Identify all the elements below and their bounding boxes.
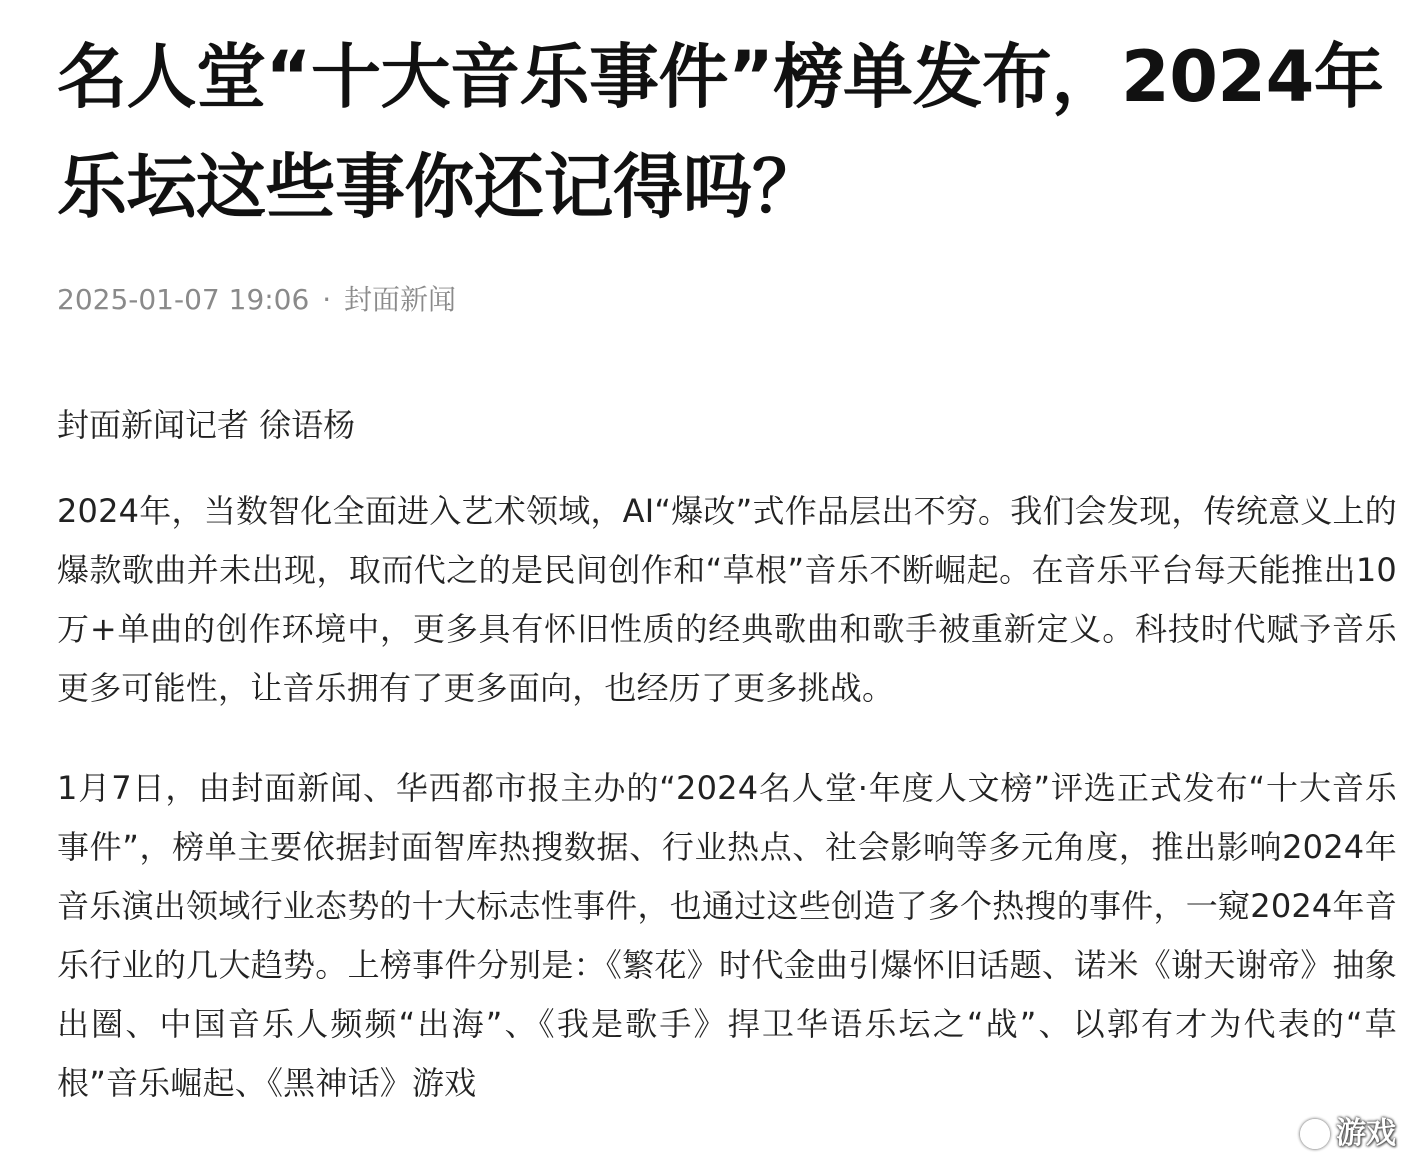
paragraph-announcement: 1月7日，由封面新闻、华西都市报主办的“2024名人堂·年度人文榜”评选正式发布“十大音乐事件”，榜单主要依据封面智库热搜数据、行业热点、社会影响等多元角度，推出影响2024年音乐演出领域行业态势的十大标志性事件，也通过这些创造了多个热搜的事件，一窥2024年音乐行业的几大趋势。上榜事件分别是：《繁花》时代金曲引爆怀旧话题、诺米《谢天谢帝》抽象出圈、中国音乐人频频“出海”、《我是歌手》捍卫华语乐坛之“战”、以郭有才为代表的“草根”音乐崛起、《黑神话》游戏 bbox=[57, 769, 1397, 1102]
publish-datetime: 2025-01-07 19:06 bbox=[57, 283, 310, 316]
source-name[interactable]: 封面新闻 bbox=[344, 283, 457, 316]
paragraph-intro: 2024年，当数智化全面进入艺术领域，AI“爆改”式作品层出不穷。我们会发现，传统意义上的爆款歌曲并未出现，取而代之的是民间创作和“草根”音乐不断崛起。在音乐平台每天能推出10万+单曲的创作环境中，更多具有怀旧性质的经典歌曲和歌手被重新定义。科技时代赋予音乐更多可能性，让音乐拥有了更多面向，也经历了更多挑战。 bbox=[57, 492, 1397, 707]
article bbox=[57, 22, 1397, 1113]
article-title: 名人堂“十大音乐事件”榜单发布，2024年乐坛这些事你还记得吗？ bbox=[57, 36, 1384, 228]
byline: 封面新闻记者 徐语杨 bbox=[57, 406, 356, 444]
watermark-text: 游戏 bbox=[1336, 1116, 1396, 1151]
article-meta bbox=[57, 282, 1397, 318]
watermark-logo-icon bbox=[1300, 1119, 1330, 1149]
watermark bbox=[1300, 1114, 1396, 1154]
meta-separator: · bbox=[322, 283, 332, 316]
